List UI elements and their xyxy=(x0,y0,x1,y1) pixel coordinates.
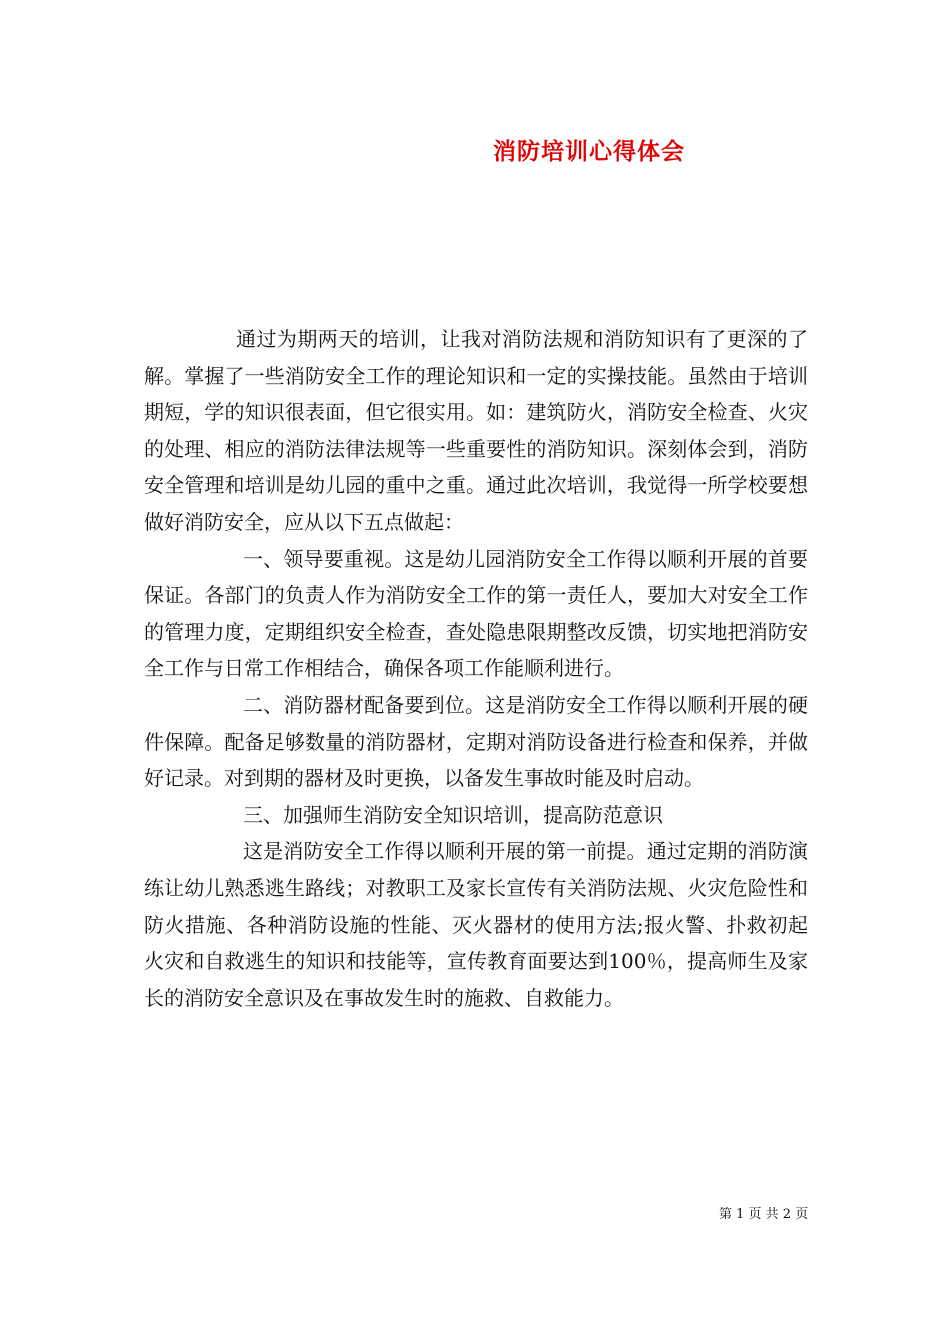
document-title: 消防培训心得体会 xyxy=(493,138,685,165)
paragraph-point-3-heading: 三、加强师生消防安全知识培训，提高防范意识 xyxy=(243,802,663,827)
paragraph-intro: 通过为期两天的培训，让我对消防法规和消防知识有了更深的了解。掌握了一些消防安全工作的理论知识和一定的实操技能。虽然由于培训期短，学的知识很表面，但它很实用。如：建筑防火，消防安全检查、火灾的处理、相应的消防法律法规等一些重要性的消防知识。深刻体会到，消防安全管理和培训是幼儿园的重中之重。通过此次培训，我觉得一所学校要想做好消防安全，应从以下五点做起： xyxy=(144,327,808,534)
page-number: 第 1 页 共 2 页 xyxy=(719,1207,809,1222)
paragraph-point-2: 二、消防器材配备要到位。这是消防安全工作得以顺利开展的硬件保障。配备足够数量的消防器材，定期对消防设备进行检查和保养，并做好记录。对到期的器材及时更换，以备发生事故时能及时启动。 xyxy=(144,692,808,791)
paragraph-point-3-body: 这是消防安全工作得以顺利开展的第一前提。通过定期的消防演练让幼儿熟悉逃生路线；对教职工及家长宣传有关消防法规、火灾危险性和防火措施、各种消防设施的性能、灭火器材的使用方法;报火警、扑救初起火灾和自救逃生的知识和技能等，宣传教育面要达到100％，提高师生及家长的消防安全意识及在事故发生时的施救、自救能力。 xyxy=(144,839,808,1010)
paragraph-point-1: 一、领导要重视。这是幼儿园消防安全工作得以顺利开展的首要保证。各部门的负责人作为消防安全工作的第一责任人，要加大对安全工作的管理力度，定期组织安全检查，查处隐患限期整改反馈，切实地把消防安全工作与日常工作相结合，确保各项工作能顺利进行。 xyxy=(144,546,808,681)
document-body xyxy=(144,321,808,1016)
